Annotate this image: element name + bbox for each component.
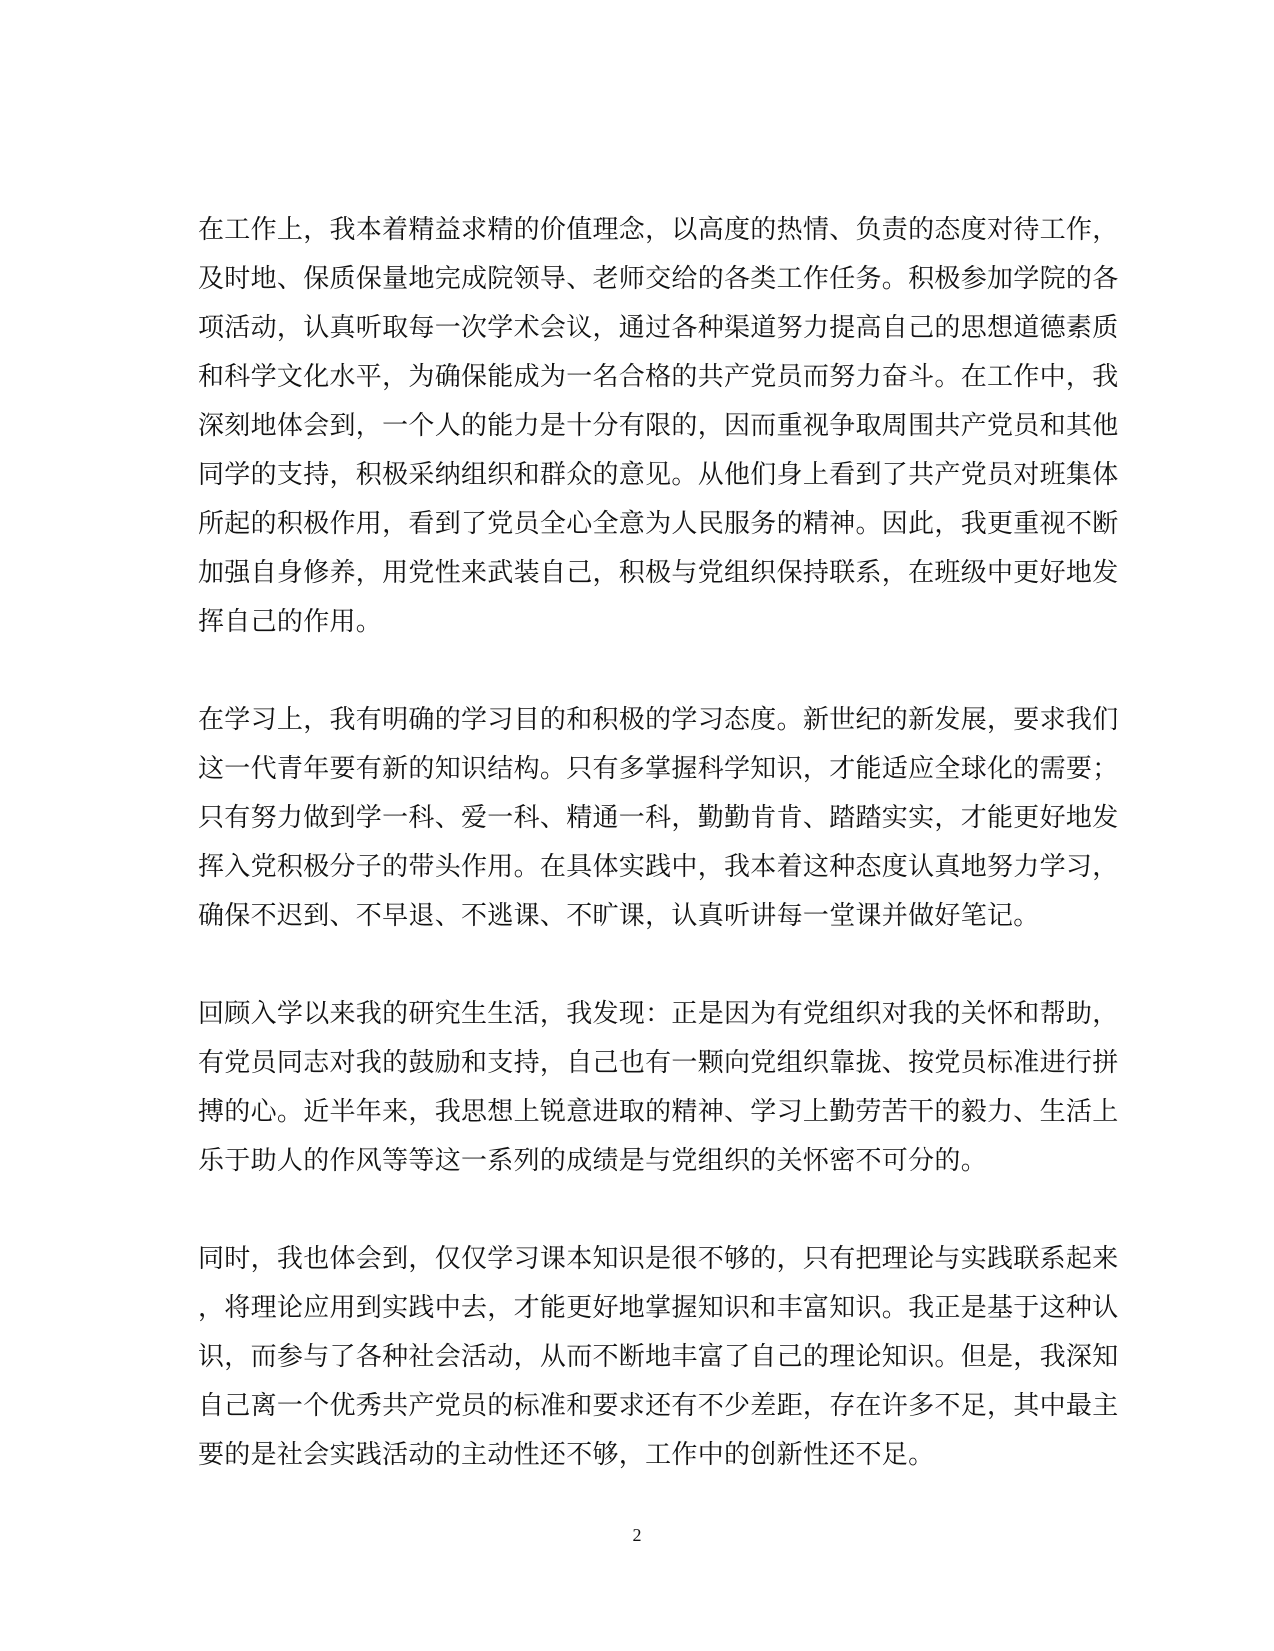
text-line: 在工作上，我本着精益求精的价值理念，以高度的热情、负责的态度对待工作， xyxy=(198,215,1119,245)
text-line: 有党员同志对我的鼓励和支持，自己也有一颗向党组织靠拢、按党员标准进行拼 xyxy=(198,1048,1119,1078)
text-line: 乐于助人的作风等等这一系列的成绩是与党组织的关怀密不可分的。 xyxy=(198,1146,988,1176)
text-line: 挥自己的作用。 xyxy=(198,607,383,637)
text-line: 确保不迟到、不早退、不逃课、不旷课，认真听讲每一堂课并做好笔记。 xyxy=(198,901,1040,931)
text-line: 所起的积极作用，看到了党员全心全意为人民服务的精神。因此，我更重视不断 xyxy=(198,509,1119,539)
paragraph-spacer xyxy=(198,1186,1078,1235)
text-line: 自己离一个优秀共产党员的标准和要求还有不少差距，存在许多不足，其中最主 xyxy=(198,1391,1119,1421)
body-text xyxy=(198,206,1119,1480)
text-line: 要的是社会实践活动的主动性还不够，工作中的创新性还不足。 xyxy=(198,1440,935,1470)
text-line: 只有努力做到学一科、爱一科、精通一科，勤勤肯肯、踏踏实实，才能更好地发 xyxy=(198,803,1119,833)
text-line: 这一代青年要有新的知识结构。只有多掌握科学知识，才能适应全球化的需要； xyxy=(198,754,1119,784)
paragraph-practice xyxy=(198,1235,1119,1480)
paragraph-spacer xyxy=(198,647,1078,696)
text-line: 回顾入学以来我的研究生生活，我发现：正是因为有党组织对我的关怀和帮助， xyxy=(198,999,1119,1029)
text-line: 项活动，认真听取每一次学术会议，通过各种渠道努力提高自己的思想道德素质 xyxy=(198,313,1119,343)
text-line: 同时，我也体会到，仅仅学习课本知识是很不够的，只有把理论与实践联系起来 xyxy=(198,1244,1119,1274)
paragraph-study xyxy=(198,696,1119,941)
paragraph-spacer xyxy=(198,941,1078,990)
page-number: 2 xyxy=(632,1525,642,1545)
text-line: 搏的心。近半年来，我思想上锐意进取的精神、学习上勤劳苦干的毅力、生活上 xyxy=(198,1097,1119,1127)
text-line: 在学习上，我有明确的学习目的和积极的学习态度。新世纪的新发展，要求我们 xyxy=(198,705,1119,735)
text-line: ，将理论应用到实践中去，才能更好地掌握知识和丰富知识。我正是基于这种认 xyxy=(198,1293,1119,1323)
text-line: 同学的支持，积极采纳组织和群众的意见。从他们身上看到了共产党员对班集体 xyxy=(198,460,1119,490)
text-line: 和科学文化水平，为确保能成为一名合格的共产党员而努力奋斗。在工作中，我 xyxy=(198,362,1119,392)
text-line: 深刻地体会到，一个人的能力是十分有限的，因而重视争取周围共产党员和其他 xyxy=(198,411,1119,441)
text-line: 加强自身修养，用党性来武装自己，积极与党组织保持联系，在班级中更好地发 xyxy=(198,558,1119,588)
text-line: 挥入党积极分子的带头作用。在具体实践中，我本着这种态度认真地努力学习， xyxy=(198,852,1119,882)
text-line: 及时地、保质保量地完成院领导、老师交给的各类工作任务。积极参加学院的各 xyxy=(198,264,1119,294)
paragraph-review xyxy=(198,990,1119,1186)
paragraph-work xyxy=(198,206,1119,647)
text-line: 识，而参与了各种社会活动，从而不断地丰富了自己的理论知识。但是，我深知 xyxy=(198,1342,1119,1372)
